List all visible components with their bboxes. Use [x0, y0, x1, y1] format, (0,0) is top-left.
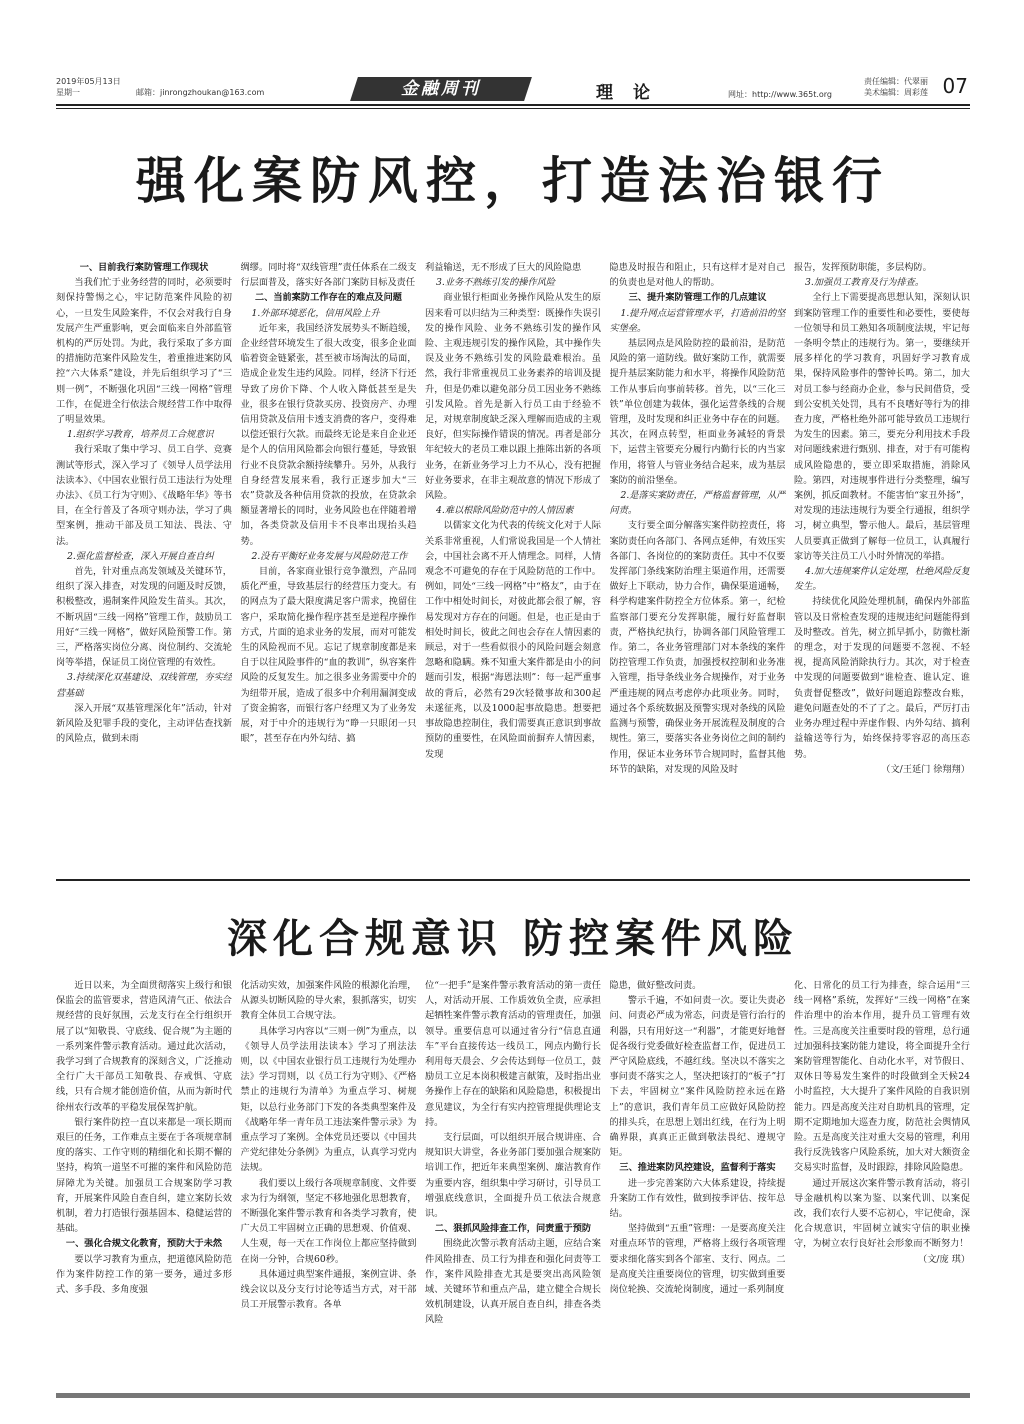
- article2-title: 深化合规意识 防控案件风险: [227, 915, 799, 962]
- article2-col: [241, 978, 417, 1378]
- paragraph: 化活动实效，加强案件风险的根源化治理，从源头切断风险的导火索，狠抓落实，切实教育全体员工合规守法。: [240, 980, 417, 1022]
- editors: [864, 76, 928, 98]
- paragraph: 以儒家文化为代表的传统文化对于人际关系非常重视，人们常说我国是一个人情社会，中国社会离不开人情理念。同样，人情观念不可避免的存在于风险防范的工作中。例如，同处“三线一网格”中“格友”，由于在工作中相处时间长，对彼此都会很了解，容易发现对方存在的问题。但是，也正是由于相处时间长，彼此之间也会存在人情因素的顾忌，对于一些看似很小的风险问题会刻意忽略和隐瞒。殊不知重大案件都是由小的问题而引发，根据“海恩法则”：每一起严重事故的背后，必然有29次轻微事故和300起未遂征兆，以及1000起事故隐患。想要把事故隐患控制住，我们需要真正意识到事故预防的重要性，在风险面前摒弃人情因素，发现: [425, 520, 601, 760]
- paragraph: 位“一把手”是案件警示教育活动的第一责任人，对活动开展、工作质效负全责，应承担起牺牲案件警示教育活动的管理责任，加强领导。重要信息可以通过省分行“信息直通车”平台直接传达一线员工，网点内勤行长利用每天晨会、夕会传达到每一位员工，鼓励员工立足本岗积极建言献策，及时指出业务操作上存在的缺陷和风险隐患，积极提出意见建议，为全行有实内控管理提供理论支持。: [425, 980, 601, 1128]
- section-heading: 三、提升案防管理工作的几点建议: [628, 292, 767, 304]
- paragraph: 通过开展这次案件警示教育活动，将引导金融机构以案为鉴、以案代训、以案促改，我们农行人要不忘初心，牢记使命，深化合规意识，牢固树立诚实守信的职业操守，为树立农行良好社会形象而不断努力！: [794, 1177, 970, 1250]
- paragraph: 具体通过典型案件通报，案例宣讲、条线会议以及分支行讨论等适当方式，对干部员工开展警示教育。各单: [240, 1268, 417, 1311]
- paragraph: 近年来，我国经济发展势头不断趋缓，企业经营环境发生了很大改变，很多企业面临着资金链紧张，甚至被市场淘汰的局面，造成企业发生违约风险。同样，经济下行还导致了房价下降、个人收入降低甚至是失业，很多在银行贷款买房、投资房产、办理信用贷款及信用卡透支消费的客户，变得难以偿还银行欠款。而最终无论是来自企业还是个人的信用风险都会向银行蔓延，导致银行业不良贷款余额持续攀升。另外，从我行自身经营发展来看，我行正逐步加大“三农”贷款及各种信用贷款的投放，在贷款余额显著增长的同时，业务风险也在伴随着增加，各类贷款及信用卡不良率出现抬头趋势。: [240, 322, 417, 547]
- subheading: 3.持续深化双基建设、双线管理，夯实经营基础: [56, 672, 232, 699]
- paragraph: 我们要以上级行各项规章制度、文件要求为行为纲领，坚定不移地强化思想教育，不断强化案件警示教育和各类学习教育，使广大员工牢固树立正确的思想观、价值观、人生观，每一天在工作岗位上都应坚持做到在岗一分钟，合规60秒。: [240, 1177, 417, 1265]
- article2-col: [56, 978, 232, 1378]
- paragraph: 坚持做到“五重”管理：一是要高度关注对重点环节的管理，严格将上级行各项管理要求细化落实到各个部室、支行、网点。二是高度关注重要岗位的管理，切实做到重要岗位轮换、交流轮岗制度，通过一系列制度: [609, 1223, 786, 1296]
- article1-body: [56, 260, 970, 860]
- section-heading: 二、当前案防工作存在的难点及问题: [255, 292, 402, 304]
- article2-col: [610, 978, 786, 1378]
- weekday-text: 星期一: [56, 88, 80, 97]
- paragraph: 首先，针对重点高发领域及关键环节，组织了深入排查，对发现的问题及时反馈，积极整改，遏制案件风险发生苗头。其次，不断巩固“三线一网格”管理工作，鼓励员工用好“三线一网格”，做好风险预警工作。第三，严格落实岗位分离、岗位制约、交流轮岗等举措，保证员工岗位管理的有效性。: [56, 566, 232, 669]
- byline: （文/庞 琪）: [918, 1253, 970, 1265]
- paper-logo: [350, 77, 532, 101]
- page-number: 07: [942, 74, 968, 98]
- article1-col: [794, 260, 970, 860]
- paragraph: 全行上下需要提高思想认知，深刻认识到案防管理工作的重要性和必要性，要使每一位领导和员工熟知各项制度法规，牢记每一条明令禁止的违规行为。第一，要继续开展多样化的学习教育，巩固好学习教育成果，保持风险事件的警钟长鸣。第二，加大对员工参与经商办企业，参与民间借贷，受到公安机关处罚，具有不良嗜好等行为的排查力度，严格杜绝外部可能导致员工违规行为发生的因素。第三，要充分利用技术手段对问题线索进行甄别、排查，对于有可能构成风险隐患的，要立即采取措施，消除风险。第四，对违规事件进行分类整理，编写案例，抓反面教材。不能害怕“家丑外扬”，对发现的违法违规行为要全行通报，组织学习，树立典型，警示他人。最后，基层管理人员要真正做到了解每一位员工，认真履行家访等关注员工八小时外情况的举措。: [794, 292, 970, 562]
- paragraph: 隐患及时报告和阻止，只有这样才是对自己的负责也是对他人的帮助。: [609, 262, 786, 289]
- paragraph: 围绕此次警示教育活动主题，应结合案件风险排查、员工行为排查和强化问责等工作，案件风险排查尤其是要突出高风险领域、关键环节和重点产品，建立健全合规长效机制建设，认真开展自查自纠，排查各类风险: [425, 1238, 601, 1326]
- paragraph: 支行层面，可以组织开展合规讲座、合规知识大讲堂，各业务部门要加强合规案防培训工作，把近年来典型案例、廉洁教育作为重要内容，组织集中学习研讨，引导员工增强底线意识，全面提升员工依法合规意识。: [425, 1132, 601, 1220]
- paragraph: 支行要全面分解落实案件防控责任，将案防责任向各部门、各网点延伸，有效压实各部门、各岗位的的案防责任。其中不仅要发挥部门条线案防治理主渠道作用，还需要做好上下联动，协力合作，确保渠道通畅，科学构建案件防控全方位体系。第一，纪检监察部门要充分发挥职能，履行好监督职责，严格执纪执行，协调各部门风险管理工作。第二，各业务管理部门对本条线的案件防控管理工作负责，加强授权控制和业务准入管理，指导条线业务合规操作，对于业务严重违规的网点考虑停办此项业务。同时，通过各个系统数据及预警实现对条线的风险监测与预警，确保业务开展流程及制度的合规性。第三，要落实各业务岗位之间的制约作用，保证本业务环节合规同时，监督其他环节的缺陷，对发现的风险及时: [609, 520, 786, 775]
- issue-date: [56, 76, 121, 98]
- art-editor-text: 美术编辑：周彩莲: [864, 88, 928, 97]
- subheading: 2.强化监督检查，深入开展自查自纠: [67, 550, 214, 562]
- article2-body: [56, 978, 970, 1378]
- paragraph: 绸缪。同时将“双线管理”责任体系在二级支行层面普及，落实好各部门案防目标及责任: [240, 262, 417, 289]
- paragraph: 目前，各家商业银行竞争激烈，产品同质化严重，导致基层行的经营压力变大。有的网点为了最大限度满足客户需求，挽留住客户，采取简化操作程序甚至是逆程序操作方式，片面的追求业务的发展，而对可能发生的风险视而不见。忘记了规章制度都是来自于以往风险事件的“血的教训”，纵容案件风险的反复发生。加之很多业务需要中介的为纽带开展，造成了很多中介利用漏洞变成了资金掮客，而银行客户经理又为了业务发展，对于中介的违规行为“睁一只眼闭一只眼”，甚至存在内外勾结、搞: [240, 566, 417, 745]
- subheading: 2.是落实案防责任，严格监督管理，从严问责。: [609, 490, 786, 517]
- section-heading: 二、狠抓风险排查工作，问责重于预防: [434, 1223, 592, 1235]
- paragraph: 我行采取了集中学习、员工自学、竞赛测试等形式，深入学习了《领导人员学法用法读本》、《中国农业银行员工违法行为处理办法》、《员工行为守则》、《战略年华》等书目，在全行普及了各项守则办法，学习了典型案例，推动干部及员工知法、畏法、守法。: [56, 444, 232, 547]
- paragraph: 进一步完善案防六大体系建设，持续提升案防工作有效性，做到按季评估、按年总结。: [609, 1177, 786, 1220]
- article1-col: [241, 260, 417, 860]
- subheading: 1.外部环境恶化，信用风险上升: [251, 307, 380, 319]
- paragraph: 隐患，做好整改问责。: [609, 980, 702, 991]
- article2-col: [794, 978, 970, 1378]
- section-title: 理论: [596, 83, 670, 103]
- subheading: 3.加强员工教育及行为排查。: [805, 277, 925, 289]
- paragraph: 当我们忙于业务经营的同时，必须要时刻保持警惕之心，牢记防范案件风险的初心，一旦发生风险案件，不仅会对我行自身发展产生严重影响，更会面临来自外部监管机构的严厉处罚。为此，我行采取了多方面的措施防范案件风险发生，着重推进案防风控“六大体系”建设，并先后组织学习了“三则一例”，不断强化巩固“三线一网格”管理工作，在促进全行依法合规经营工作中取得了明显效果。: [56, 277, 232, 426]
- footer-rule: [56, 1393, 970, 1398]
- article2-col: [425, 978, 601, 1378]
- section-heading: 一、目前我行案防管理工作现状: [79, 262, 209, 273]
- article1-title: 强化案防风控，打造法治银行: [136, 151, 890, 210]
- paragraph: 持续优化风险处理机制，确保内外部监管以及日常检查发现的违规违纪问题能得到及时整改。首先，树立抓早抓小，防微杜渐的理念，对于发现的问题要不忽视、不轻视，提高风险消除执行力。其次，对于检查中发现的问题要做到“谁检查、谁认定、谁负责督促整改”，做好问题追踪整改台账，避免问题查处的不了了之。最后，严厉打击业务办理过程中弄虚作假、内外勾结、搞利益输送等行为，始终保持零容忍的高压态势。: [794, 596, 970, 760]
- header-rule: [56, 104, 970, 106]
- article1-col: [610, 260, 786, 860]
- subheading: 2.没有平衡好业务发展与风险防范工作: [251, 550, 408, 562]
- paragraph: 商业银行柜面业务操作风险从发生的原因来看可以归结为三种类型：既操作失误引发的操作风险、业务不熟练引发的操作风险、主观违规引发的操作风险，其中操作失误及业务不熟练引发的风险最难根治。虽然，我行非常重视员工业务素养的培训及提升，但是仍难以避免部分员工因业务不熟练引发风险。首先是新入行员工由于经验不足，对规章制度缺乏深入理解而造成的主观良好，但实际操作错误的情况。再者是部分年纪较大的老员工难以跟上推陈出新的各项业务，在新业务学习上力不从心，没有把握好业务要求，在非主观故意的情况下形成了风险。: [425, 292, 601, 502]
- subheading: 3.业务不熟练引发的操作风险: [436, 277, 556, 289]
- paper-name: 金融周刊: [401, 79, 481, 99]
- paragraph: 警示千遍，不如问责一次。要让失责必问、问责必严成为常态，问责是管行治行的利器，只有用好这一“利器”，才能更好地督促各级行党委做好检查监督工作，促进员工严守风险底线，不越红线。坚决以不落实之事问责不落实之人，坚决把该打的“板子”打下去，牢固树立“案件风险防控永远在路上”的意识，我们青年员工应做好风险防控的排头兵，在思想上划出红线，在行为上明确界限，真真正正做到敬法畏纪、遵规守矩。: [609, 995, 786, 1159]
- paragraph: 深入开展“双基管理深化年”活动，针对新风险及犯罪手段的变化，主动评估查找新的风险点，做到未雨: [56, 702, 232, 745]
- byline: （文/王延门 徐翔翔）: [881, 763, 970, 775]
- paragraph: 要以学习教育为重点，把道德风险防范作为案件防控工作的第一要务，通过多形式、多手段、多角度强: [56, 1253, 232, 1296]
- paragraph: 利益输送，无不形成了巨大的风险隐患: [425, 262, 582, 273]
- subheading: 4.难以根除风险防范中的人情因素: [436, 505, 574, 517]
- website-text: 网址：http://www.365t.org: [728, 90, 833, 99]
- subheading: 4.加大违规案件认定处理，杜绝风险反复发生。: [794, 566, 970, 593]
- paragraph: 报告，发挥预防职能，多层构防。: [794, 262, 932, 273]
- article1-col: [56, 260, 232, 860]
- date-text: 2019年05月13日: [56, 77, 121, 86]
- article-divider: [56, 879, 970, 881]
- subheading: 1.提升网点运营管理水平，打造前沿的坚实堡垒。: [609, 307, 786, 334]
- paragraph: 近日以来，为全面贯彻落实上级行和银保监会的监管要求，营造风清气正、依法合规经营的良好氛围，云龙支行在全行组织开展了以“知敬畏、守底线、促合规”为主题的一系列案件警示教育活动。通过此次活动，我学习到了合规教育的深刻含义，广泛推动全行广大干部员工知敬畏、存戒惧、守底线，只有合规才能创造价值，从而为新时代徐州农行改革的平稳发展保驾护航。: [56, 980, 232, 1113]
- section-heading: 一、强化合规文化教育，预防大于未然: [65, 1238, 223, 1250]
- email-text: 邮箱：jinrongzhoukan@163.com: [136, 88, 265, 97]
- paragraph: 化、日常化的员工行为排查，综合运用“三线一网格”系统，发挥好“三线一网格”在案件治理中的治本作用，提升员工管理有效性。三是高度关注重要时段的管理，总行通过加强科技案防能力建设，将全面提升全行案防管理智能化、自动化水平，对节假日、双休日等易发生案件的时段做到全天候24小时监控，大大提升了案件风险的自我识别能力。四是高度关注对自助机具的管理，定期不定期地加大巡查力度，防范社会舆情风险。五是高度关注对重大交易的管理，利用我行反洗钱客户风险系统，加大对大额资金交易实时监督，及时跟踪，排除风险隐患。: [794, 980, 970, 1174]
- paragraph: 具体学习内容以“三则一例”为重点，以《领导人员学法用法读本》学习了刑法法则，以《中国农业银行员工违规行为处理办法》学习罚则，以《员工行为守则》、《严格禁止的违规行为清单》为重点学习、树规矩，以总行业务部门下发的各类典型案件及《战略年华一青年员工违法案件警示录》为重点学习了案例。全体党员还要以《中国共产党纪律处分条例》为重点，认真学习党内法规。: [240, 1025, 417, 1174]
- header-rule-thin: [56, 108, 970, 109]
- article1-col: [425, 260, 601, 860]
- section-heading: 三、推进案防风控建设，监督利于落实: [619, 1162, 776, 1174]
- paragraph: 基层网点是风险防控的最前沿，是防范风险的第一道防线。做好案防工作，就需要提升基层案防能力和水平，将操作风险防范工作从事后向事前转移。首先，以“三化三铁”单位创建为载体，强化运营条线的合规管理，及时发现和纠正业务中存在的问题。其次，在网点转型，柜面业务减轻的背景下，运营主管要充分履行内勤行长的内当家作用，将管人与管业务结合起来，成为基层案防的前沿堡垒。: [609, 338, 786, 486]
- subheading: 1.组织学习教育，培养员工合规意识: [67, 429, 214, 441]
- page-header: [56, 74, 970, 104]
- editor-text: 责任编辑：代翠丽: [864, 77, 928, 86]
- paragraph: 银行案件防控一直以来都是一项长期而艰巨的任务，工作难点主要在于各项规章制度的落实、工作守则的精细化和长期不懈的坚持，构筑一道坚不可摧的案件和风险防范屏障尤为关键。加强员工合规案防学习教育，开展案件风险自查自纠，建立案防长效机制，着力打造银行强基固本、稳健运营的基础。: [56, 1116, 232, 1235]
